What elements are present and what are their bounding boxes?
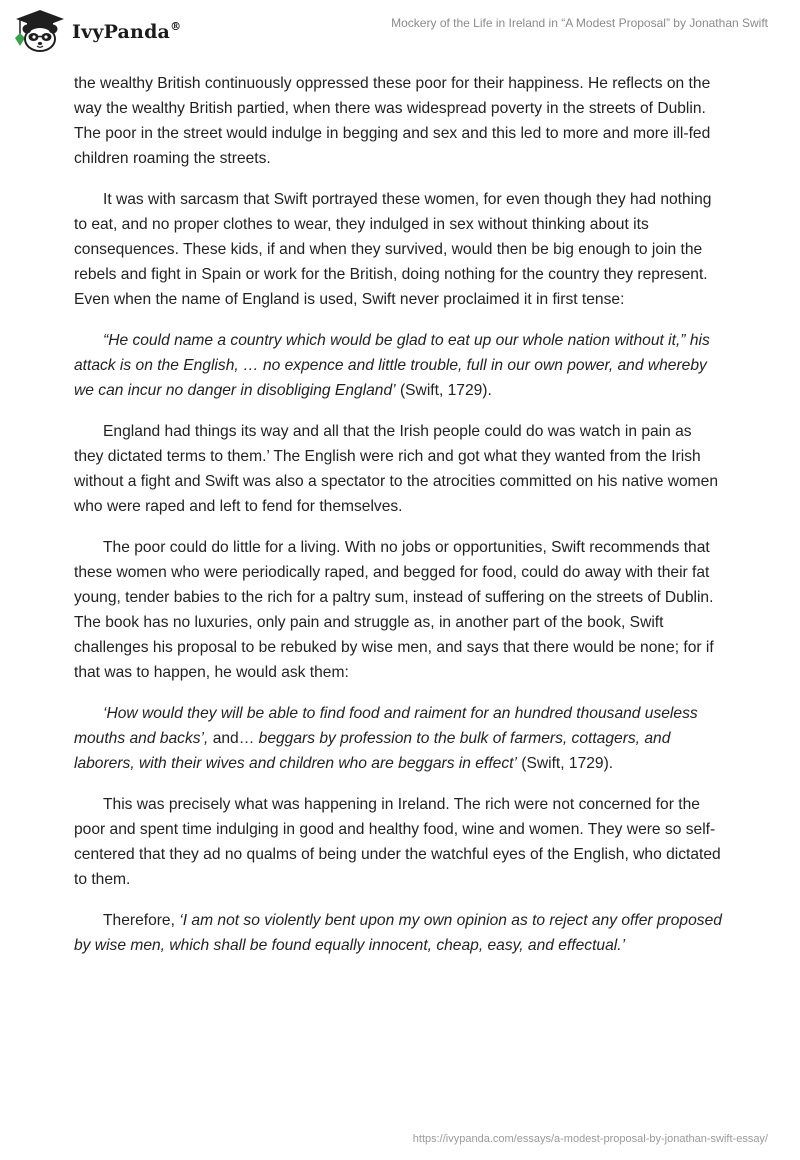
quote-paragraph-3: [74, 908, 724, 958]
lead-text: Therefore,: [103, 912, 180, 929]
ivypanda-logo[interactable]: [12, 8, 181, 54]
paragraph-7: This was precisely what was happening in Ireland. The rich were not concerned for the poor and spent time indulging in good and healthy food, wine and women. They were so self-centered that they ad no qualms of being under the watchful eyes of the English, who dictated to them.: [74, 796, 721, 888]
quote-paragraph-2: [74, 701, 724, 776]
paragraph-2: It was with sarcasm that Swift portrayed these women, for even though they had nothing to eat, and no proper clothes to wear, they indulged in sex without thinking about its consequences. These kids, if and when they survived, would then be big enough to join the rebels and fight in Spain or work for the British, doing nothing for the country they represent. Even when the name of England is used, Swift never proclaimed it in first tense:: [74, 191, 712, 308]
panda-graduate-icon: [12, 8, 68, 54]
paragraph-5: The poor could do little for a living. With no jobs or opportunities, Swift recommends that these women who were periodically raped, and begged for food, could do away with their fat young, tender babies to the rich for a paltry sum, instead of suffering on the streets of Dublin. The book has no luxuries, only pain and struggle as, in another part of the book, Swift challenges his proposal to be rebuked by wise men, and says that there would be none; for if that was to happen, he would ask them:: [74, 539, 714, 681]
document-title: Mockery of the Life in Ireland in “A Modest Proposal” by Jonathan Swift: [391, 16, 768, 30]
quote-text: beggars by profession to the bulk of farmers, cottagers, and laborers, with their wives and children who are beggars in effect’: [74, 730, 671, 772]
page-header: [0, 0, 800, 60]
quote-text: ‘I am not so violently bent upon my own opinion as to reject any offer proposed by wise men, which shall be found equally innocent, cheap, easy, and effectual.’: [74, 912, 722, 954]
quote-text: ‘How would they will be able to find food and raiment for an hundred thousand useless mouths and backs’,: [74, 705, 698, 747]
quote-text: “He could name a country which would be glad to eat up our whole nation without it,” his attack is on the English, … no expence and little trouble, full in our own power, and whereby we can incur no danger in disobliging England’: [74, 332, 710, 399]
source-url[interactable]: https://ivypanda.com/essays/a-modest-proposal-by-jonathan-swift-essay/: [412, 1133, 768, 1145]
citation: (Swift, 1729).: [516, 755, 614, 772]
paragraph-1: the wealthy British continuously oppressed these poor for their happiness. He reflects on the way the wealthy British partied, when there was widespread poverty in the streets of Dublin. The poor in the street would indulge in begging and sex and this led to more and more ill-fed children roaming the streets.: [74, 75, 711, 167]
quote-paragraph-1: [74, 328, 724, 403]
connector-text: and…: [208, 730, 259, 747]
citation: (Swift, 1729).: [395, 382, 492, 399]
essay-body: [74, 71, 724, 974]
logo-wordmark: IvyPanda®: [72, 19, 182, 43]
paragraph-4: England had things its way and all that the Irish people could do was watch in pain as they dictated terms to them.’ The English were rich and got what they wanted from the Irish without a fight and Swift was also a spectator to the atrocities committed on his native women who were raped and left to fend for themselves.: [74, 423, 718, 515]
